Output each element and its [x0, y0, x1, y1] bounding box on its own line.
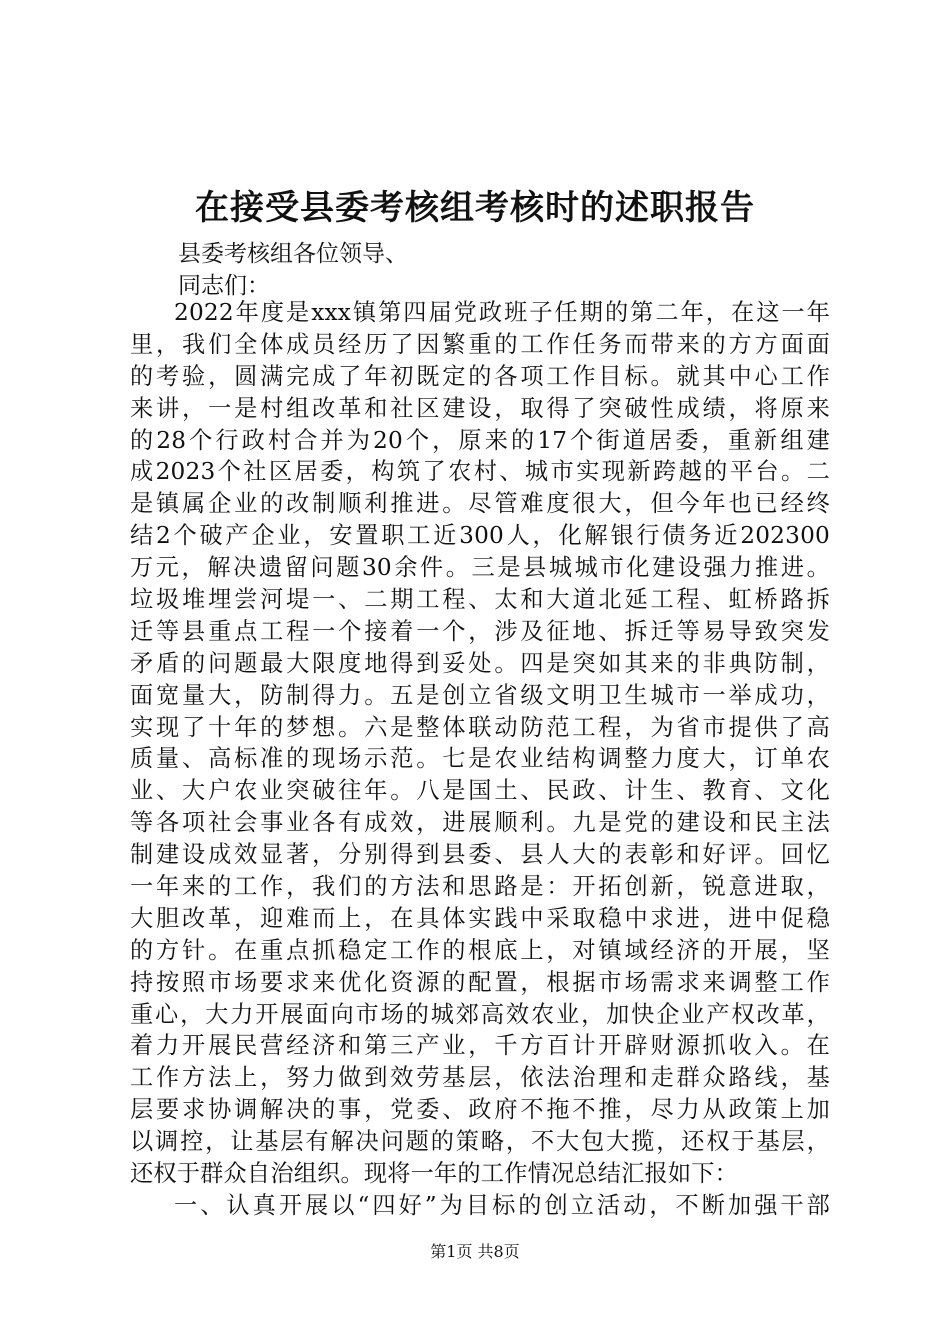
body-line: 着力开展民营经济和第三产业，千方百计开辟财源抓收入。在 — [130, 1032, 830, 1060]
body-line: 等各项社会事业各有成效，进展顺利。九是党的建设和民主法 — [130, 809, 830, 837]
body-line: 的方针。在重点抓稳定工作的根底上，对镇域经济的开展，坚 — [130, 936, 830, 964]
body-line: 成2023个社区居委，构筑了农村、城市实现新跨越的平台。二 — [130, 458, 830, 486]
body-line: 2022年度是xxx镇第四届党政班子任期的第二年，在这一年 — [174, 299, 830, 326]
body-line: 重心，大力开展面向市场的城郊高效农业，加快企业产权改革， — [130, 1000, 830, 1028]
body-line: 矛盾的问题最大限度地得到妥处。四是突如其来的非典防制， — [130, 649, 830, 677]
body-line: 里，我们全体成员经历了因繁重的工作任务而带来的方方面面 — [130, 330, 830, 358]
body-line: 垃圾堆埋尝河堤一、二期工程、太和大道北延工程、虹桥路拆 — [130, 586, 830, 614]
body-line: 的考验，圆满完成了年初既定的各项工作目标。就其中心工作 — [130, 362, 830, 390]
body-line: 迁等县重点工程一个接着一个，涉及征地、拆迁等易导致突发 — [130, 617, 830, 645]
body-line: 面宽量大，防制得力。五是创立省级文明卫生城市一举成功， — [130, 681, 830, 709]
salutation-line-2: 同志们： — [178, 273, 270, 299]
body-line: 层要求协调解决的事，党委、政府不拖不推，尽力从政策上加 — [130, 1096, 830, 1124]
body-line: 质量、高标准的现场示范。七是农业结构调整力度大，订单农 — [130, 745, 830, 773]
body-line: 来讲，一是村组改革和社区建设，取得了突破性成绩，将原来 — [130, 394, 830, 422]
body-line: 是镇属企业的改制顺利推进。尽管难度很大，但今年也已经终 — [130, 490, 830, 518]
page-footer: 第1页 共8页 — [430, 1242, 520, 1261]
body-line: 以调控，让基层有解决问题的策略，不大包大揽，还权于基层， — [130, 1128, 830, 1156]
body-line: 一年来的工作，我们的方法和思路是：开拓创新，锐意进取， — [130, 873, 830, 901]
salutation-line-1: 县委考核组各位领导、 — [178, 241, 408, 267]
body-line: 结2个破产企业，安置职工近300人，化解银行债务近202300 — [130, 522, 830, 550]
body-line: 的28个行政村合并为20个，原来的17个街道居委，重新组建 — [130, 426, 830, 454]
body-line: 实现了十年的梦想。六是整体联动防范工程，为省市提供了高 — [130, 713, 830, 741]
body-line: 工作方法上，努力做到效劳基层，依法治理和走群众路线，基 — [130, 1064, 830, 1092]
body-line: 业、大户农业突破往年。八是国土、民政、计生、教育、文化 — [130, 777, 830, 805]
document-title: 在接受县委考核组考核时的述职报告 — [195, 188, 755, 228]
body-line: 还权于群众自治组织。现将一年的工作情况总结汇报如下： — [130, 1160, 739, 1188]
body-line: 万元，解决遗留问题30余件。三是县城城市化建设强力推进。 — [130, 554, 830, 582]
body-line: 持按照市场要求来优化资源的配置，根据市场需求来调整工作 — [130, 968, 830, 996]
body-text — [130, 297, 830, 1222]
body-line: 大胆改革，迎难而上，在具体实践中采取稳中求进，进中促稳 — [130, 904, 830, 932]
section-heading-1: 一、认真开展以“四好”为目标的创立活动，不断加强干部 — [174, 1191, 830, 1219]
body-line: 制建设成效显著，分别得到县委、县人大的表彰和好评。回忆 — [130, 841, 830, 869]
